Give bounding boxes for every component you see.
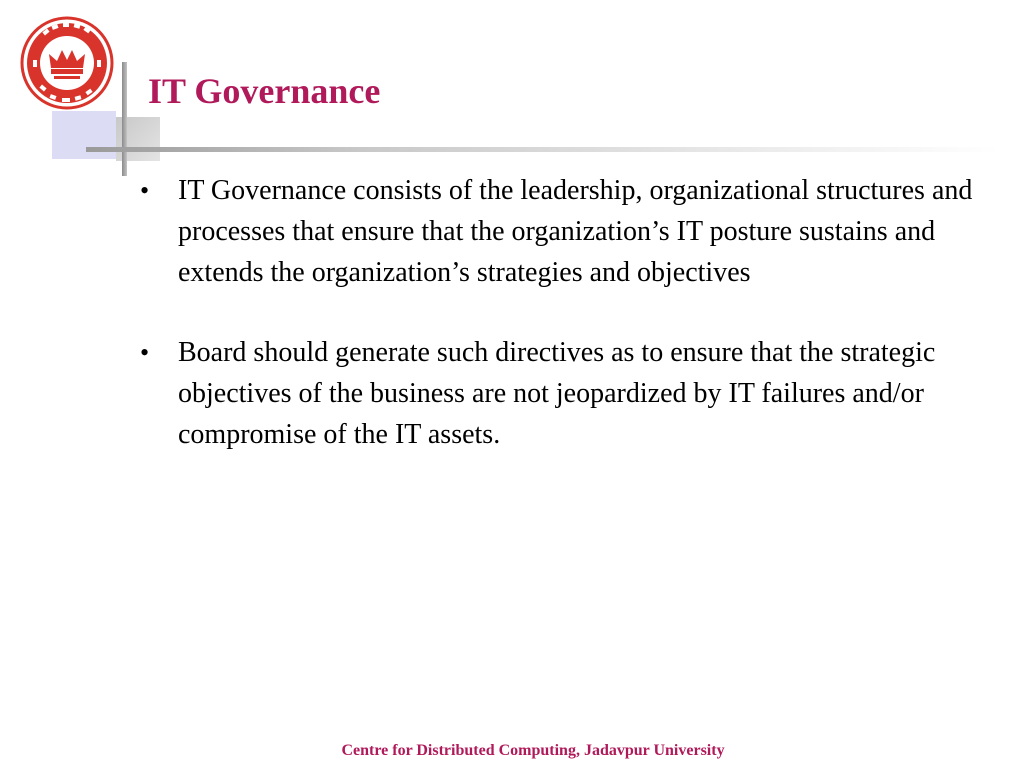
bullet-text: Board should generate such directives as to ensure that the strategic objectives of the business are not jeopardized by IT failures and/or compromise of the IT assets. — [178, 337, 936, 450]
bullet-list — [136, 170, 996, 494]
university-seal-icon — [20, 16, 114, 110]
slide-title: IT Governance — [148, 71, 381, 111]
decorative-vertical-line — [122, 62, 127, 176]
decorative-horizontal-line — [86, 147, 1000, 152]
bullet-marker: • — [140, 338, 150, 367]
slide-footer: Centre for Distributed Computing, Jadavpur University — [341, 742, 725, 759]
bullet-text: IT Governance consists of the leadership, organizational structures and processes that ensure that the organization’s IT posture sustains and extends the organization’s strategies and objectives — [178, 175, 973, 288]
bullet-item — [136, 332, 996, 455]
bullet-item — [136, 170, 996, 293]
bullet-marker: • — [140, 176, 150, 205]
